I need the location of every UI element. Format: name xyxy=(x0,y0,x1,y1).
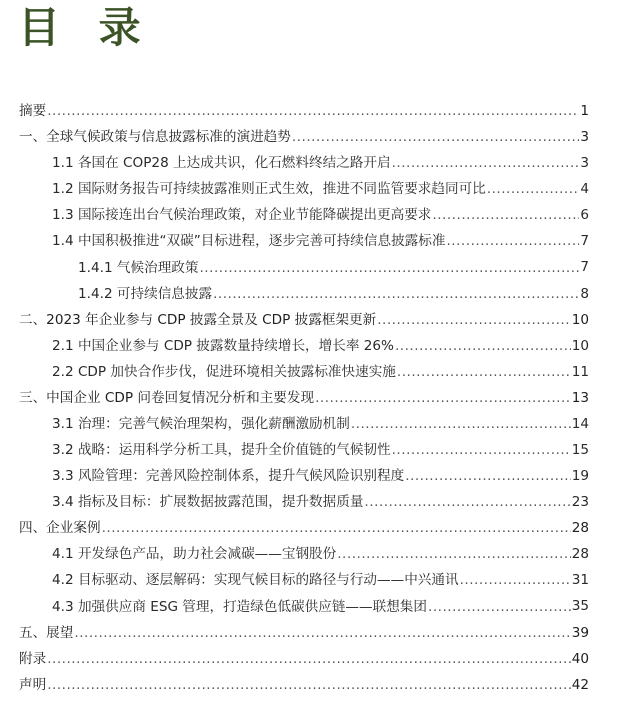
toc-entry-title[interactable]: 声明 xyxy=(19,676,47,693)
toc-entry[interactable] xyxy=(0,463,625,489)
toc-leader-dots xyxy=(74,620,588,646)
toc-leader-dots xyxy=(487,176,588,202)
toc-entry-page-number[interactable]: 10 xyxy=(571,307,589,333)
toc-entry[interactable] xyxy=(0,593,625,619)
toc-entry-page-number[interactable]: 19 xyxy=(571,463,589,489)
page-title: 目 录 xyxy=(18,3,153,52)
toc-entry-page-number[interactable]: 7 xyxy=(579,228,589,254)
toc-entry[interactable] xyxy=(0,307,625,333)
toc-entry[interactable] xyxy=(0,541,625,567)
toc-entry-title[interactable]: 附录 xyxy=(19,650,47,667)
toc-entry[interactable] xyxy=(0,515,625,541)
toc-entry-page-number[interactable]: 1 xyxy=(579,98,589,124)
toc-entry-page-number[interactable]: 10 xyxy=(571,333,589,359)
toc-entry[interactable] xyxy=(0,202,625,228)
toc-entry[interactable] xyxy=(0,620,625,646)
toc-entry-title[interactable]: 4.2 目标驱动、逐层解码：实现气候目标的路径与行动——中兴通讯 xyxy=(52,572,459,589)
toc-entry-title[interactable]: 1.4.2 可持续信息披露 xyxy=(78,285,213,302)
toc-leader-dots xyxy=(213,281,588,307)
toc-entry[interactable] xyxy=(0,176,625,202)
toc-entry-page-number[interactable]: 6 xyxy=(579,202,589,228)
toc-entry-title[interactable]: 1.2 国际财务报告可持续披露准则正式生效，推进不同监管要求趋同可比 xyxy=(52,181,486,198)
toc-entry-title[interactable]: 五、展望 xyxy=(19,624,74,641)
toc-entry[interactable] xyxy=(0,124,625,150)
toc-leader-dots xyxy=(397,359,588,385)
toc-leader-dots xyxy=(337,541,588,567)
toc-leader-dots xyxy=(446,228,588,254)
toc-leader-dots xyxy=(428,594,588,620)
toc-leader-dots xyxy=(351,411,588,437)
toc-entry-title[interactable]: 2.2 CDP 加快合作步伐，促进环境相关披露标准快速实施 xyxy=(52,363,396,380)
toc-entry-title[interactable]: 1.1 各国在 COP28 上达成共识，化石燃料终结之路开启 xyxy=(52,155,391,172)
toc-leader-dots xyxy=(47,646,588,672)
toc-entry[interactable] xyxy=(0,281,625,307)
toc-entry[interactable] xyxy=(0,411,625,437)
table-of-contents xyxy=(0,98,625,698)
toc-leader-dots xyxy=(392,150,588,176)
toc-entry-title[interactable]: 3.2 战略：运用科学分析工具，提升全价值链的气候韧性 xyxy=(52,442,391,459)
toc-entry-page-number[interactable]: 35 xyxy=(571,593,589,619)
toc-leader-dots xyxy=(460,567,588,593)
toc-entry-page-number[interactable]: 11 xyxy=(571,359,589,385)
toc-leader-dots xyxy=(47,672,588,698)
toc-entry-page-number[interactable]: 40 xyxy=(571,646,589,672)
toc-entry-page-number[interactable]: 15 xyxy=(571,437,589,463)
toc-entry[interactable] xyxy=(0,437,625,463)
toc-leader-dots xyxy=(315,385,588,411)
toc-entry[interactable] xyxy=(0,254,625,280)
toc-leader-dots xyxy=(392,437,588,463)
toc-entry-page-number[interactable]: 3 xyxy=(579,150,589,176)
toc-entry[interactable] xyxy=(0,385,625,411)
toc-entry[interactable] xyxy=(0,150,625,176)
toc-entry-title[interactable]: 1.3 国际接连出台气候治理政策，对企业节能降碳提出更高要求 xyxy=(52,207,432,224)
toc-entry[interactable] xyxy=(0,228,625,254)
toc-entry-title[interactable]: 1.4.1 气候治理政策 xyxy=(78,259,199,276)
toc-entry-page-number[interactable]: 42 xyxy=(571,672,589,698)
toc-leader-dots xyxy=(292,124,588,150)
toc-entry-page-number[interactable]: 13 xyxy=(571,385,589,411)
toc-entry-page-number[interactable]: 23 xyxy=(571,489,589,515)
toc-entry-title[interactable]: 一、全球气候政策与信息披露标准的演进趋势 xyxy=(19,129,291,146)
toc-entry[interactable] xyxy=(0,672,625,698)
toc-entry-title[interactable]: 三、中国企业 CDP 问卷回复情况分析和主要发现 xyxy=(19,389,315,406)
toc-entry-title[interactable]: 3.3 风险管理：完善风险控制体系，提升气候风险识别程度 xyxy=(52,468,405,485)
toc-entry-page-number[interactable]: 4 xyxy=(579,176,589,202)
toc-entry-title[interactable]: 1.4 中国积极推进“双碳”目标进程，逐步完善可持续信息披露标准 xyxy=(52,233,446,250)
toc-leader-dots xyxy=(364,489,588,515)
toc-entry[interactable] xyxy=(0,359,625,385)
toc-entry-page-number[interactable]: 28 xyxy=(571,541,589,567)
toc-leader-dots xyxy=(47,98,588,124)
toc-entry-title[interactable]: 4.3 加强供应商 ESG 管理，打造绿色低碳供应链——联想集团 xyxy=(52,598,427,615)
toc-entry[interactable] xyxy=(0,333,625,359)
toc-leader-dots xyxy=(432,202,588,228)
toc-entry-page-number[interactable]: 14 xyxy=(571,411,589,437)
toc-entry-title[interactable]: 摘要 xyxy=(19,103,47,120)
toc-entry[interactable] xyxy=(0,98,625,124)
toc-entry-page-number[interactable]: 7 xyxy=(579,254,589,280)
toc-entry-page-number[interactable]: 31 xyxy=(571,567,589,593)
toc-entry-page-number[interactable]: 3 xyxy=(579,124,589,150)
toc-entry-title[interactable]: 四、企业案例 xyxy=(19,520,101,537)
toc-entry-page-number[interactable]: 8 xyxy=(579,281,589,307)
toc-entry-page-number[interactable]: 39 xyxy=(571,620,589,646)
toc-leader-dots xyxy=(405,463,588,489)
toc-leader-dots xyxy=(395,333,588,359)
toc-leader-dots xyxy=(102,515,588,541)
toc-entry-page-number[interactable]: 28 xyxy=(571,515,589,541)
toc-leader-dots xyxy=(199,255,588,281)
toc-entry-title[interactable]: 二、2023 年企业参与 CDP 披露全景及 CDP 披露框架更新 xyxy=(19,311,377,328)
toc-entry-title[interactable]: 3.4 指标及目标：扩展数据披露范围，提升数据质量 xyxy=(52,494,364,511)
toc-entry[interactable] xyxy=(0,646,625,672)
toc-entry-title[interactable]: 4.1 开发绿色产品，助力社会减碳——宝钢股份 xyxy=(52,546,337,563)
toc-entry[interactable] xyxy=(0,567,625,593)
toc-entry-title[interactable]: 3.1 治理：完善气候治理架构，强化薪酬激励机制 xyxy=(52,415,350,432)
toc-leader-dots xyxy=(377,307,588,333)
toc-entry-title[interactable]: 2.1 中国企业参与 CDP 披露数量持续增长，增长率 26% xyxy=(52,337,394,354)
toc-entry[interactable] xyxy=(0,489,625,515)
